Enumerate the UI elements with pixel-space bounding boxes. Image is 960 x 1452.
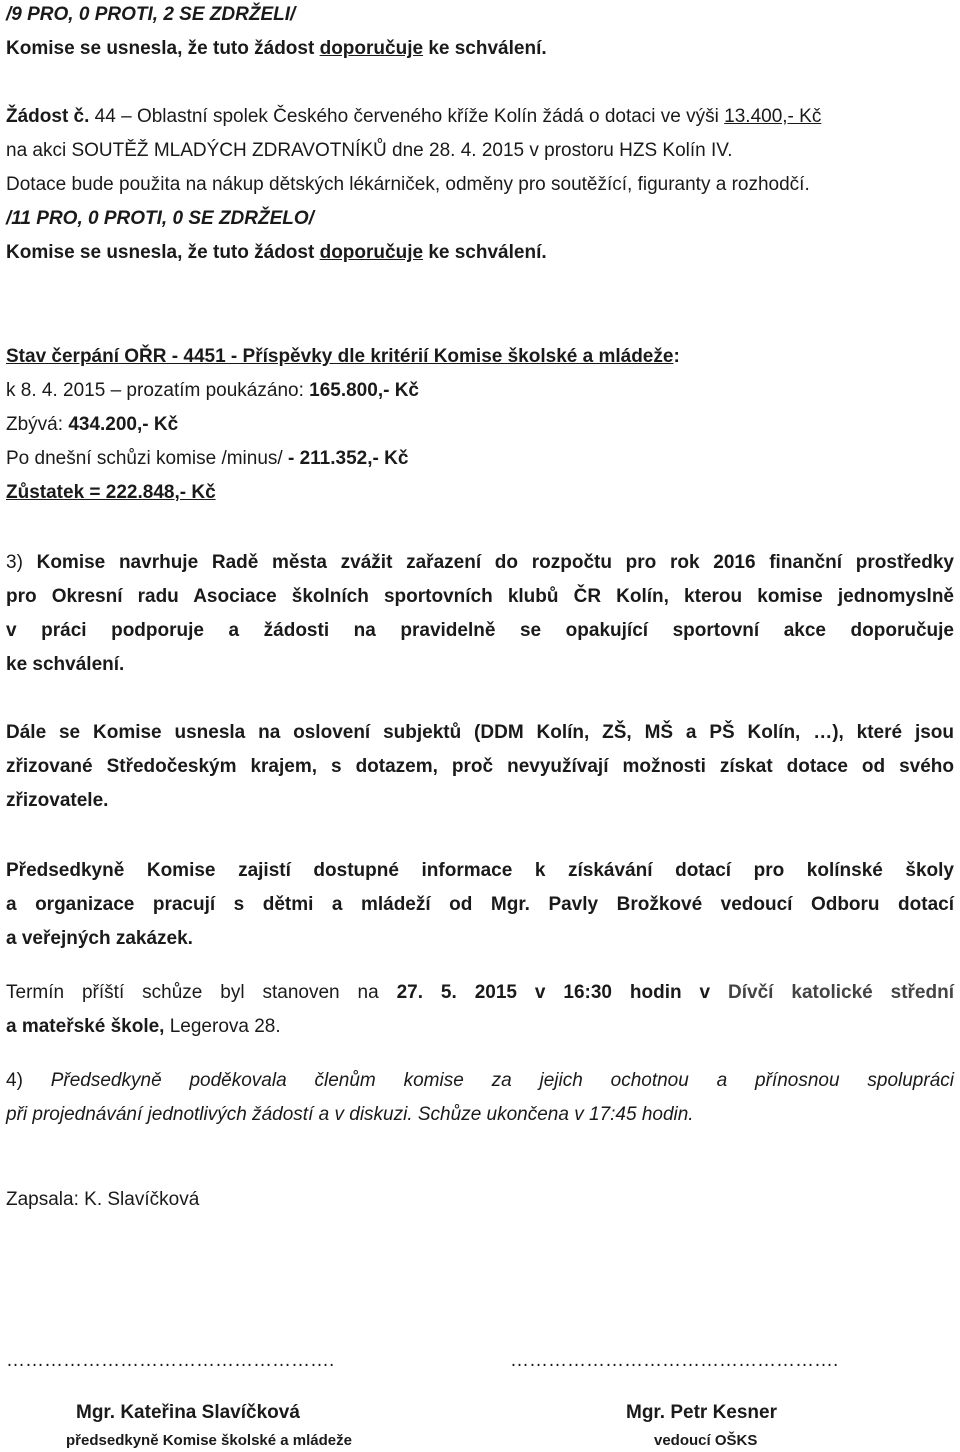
recommendation-2: Komise se usnesla, že tuto žádost doporučuje ke schválení. <box>6 242 547 263</box>
budget-paid: k 8. 4. 2015 – prozatím poukázáno: 165.800,- Kč <box>6 380 419 401</box>
zadost-44-line3: Dotace bude použita na nákup dětských lékárniček, odměny pro soutěžící, figuranty a rozhodčí. <box>6 174 810 195</box>
signature-role-right: vedoucí OŠKS <box>654 1432 758 1449</box>
dale-line1: Dále se Komise usnesla na oslovení subjektů (DDM Kolín, ZŠ, MŠ a PŠ Kolín, …), které jsou <box>6 722 954 743</box>
point-4-line2: při projednávání jednotlivých žádostí a v diskuzi. Schůze ukončena v 17:45 hodin. <box>6 1104 694 1125</box>
vote-result-9: /9 PRO, 0 PROTI, 2 SE ZDRŽELI/ <box>6 4 296 25</box>
signature-name-left: Mgr. Kateřina Slavíčková <box>76 1402 300 1423</box>
signature-role-left: předsedkyně Komise školské a mládeže <box>66 1432 352 1449</box>
signature-line-left: ……………………………………………. <box>6 1350 335 1371</box>
termin-line1: Termín příští schůze byl stanoven na 27. 5. 2015 v 16:30 hodin v Dívčí katolické střední <box>6 982 954 1003</box>
vote-result-11: /11 PRO, 0 PROTI, 0 SE ZDRŽELO/ <box>6 208 314 229</box>
budget-minus: Po dnešní schůzi komise /minus/ - 211.352,- Kč <box>6 448 409 469</box>
predseda-line2: a organizace pracují s dětmi a mládeží od Mgr. Pavly Brožkové vedoucí Odboru dotací <box>6 894 954 915</box>
recorded-by: Zapsala: K. Slavíčková <box>6 1189 200 1210</box>
point-3-line4: ke schválení. <box>6 654 125 675</box>
point-3-line2: pro Okresní radu Asociace školních sportovních klubů ČR Kolín, kterou komise jednomyslně <box>6 586 954 607</box>
dale-line2: zřizované Středočeským krajem, s dotazem, proč nevyužívají možnosti získat dotace od svého <box>6 756 954 777</box>
point-4-line1: 4) Předsedkyně poděkovala členům komise za jejich ochotnou a přínosnou spolupráci <box>6 1070 954 1091</box>
point-3-line3: v práci podporuje a žádosti na pravidelně se opakující sportovní akce doporučuje <box>6 620 954 641</box>
zadost-44-line1: Žádost č. 44 – Oblastní spolek Českého červeného kříže Kolín žádá o dotaci ve výši 13.400,- Kč <box>6 106 822 127</box>
signature-name-right: Mgr. Petr Kesner <box>626 1402 777 1423</box>
signature-line-right: ……………………………………………. <box>510 1350 839 1371</box>
zadost-44-line2: na akci SOUTĚŽ MLADÝCH ZDRAVOTNÍKŮ dne 28. 4. 2015 v prostoru HZS Kolín IV. <box>6 140 733 161</box>
budget-remaining: Zbývá: 434.200,- Kč <box>6 414 179 435</box>
termin-line2: a mateřské škole, Legerova 28. <box>6 1016 281 1037</box>
predseda-line1: Předsedkyně Komise zajistí dostupné informace k získávání dotací pro kolínské školy <box>6 860 954 881</box>
predseda-line3: a veřejných zakázek. <box>6 928 193 949</box>
recommendation-1: Komise se usnesla, že tuto žádost doporučuje ke schválení. <box>6 38 547 59</box>
budget-balance: Zůstatek = 222.848,- Kč <box>6 482 216 503</box>
dale-line3: zřizovatele. <box>6 790 109 811</box>
budget-heading: Stav čerpání OŘR - 4451 - Příspěvky dle kritérií Komise školské a mládeže: <box>6 346 680 367</box>
point-3-line1: 3) Komise navrhuje Radě města zvážit zařazení do rozpočtu pro rok 2016 finanční prostředky <box>6 552 954 573</box>
